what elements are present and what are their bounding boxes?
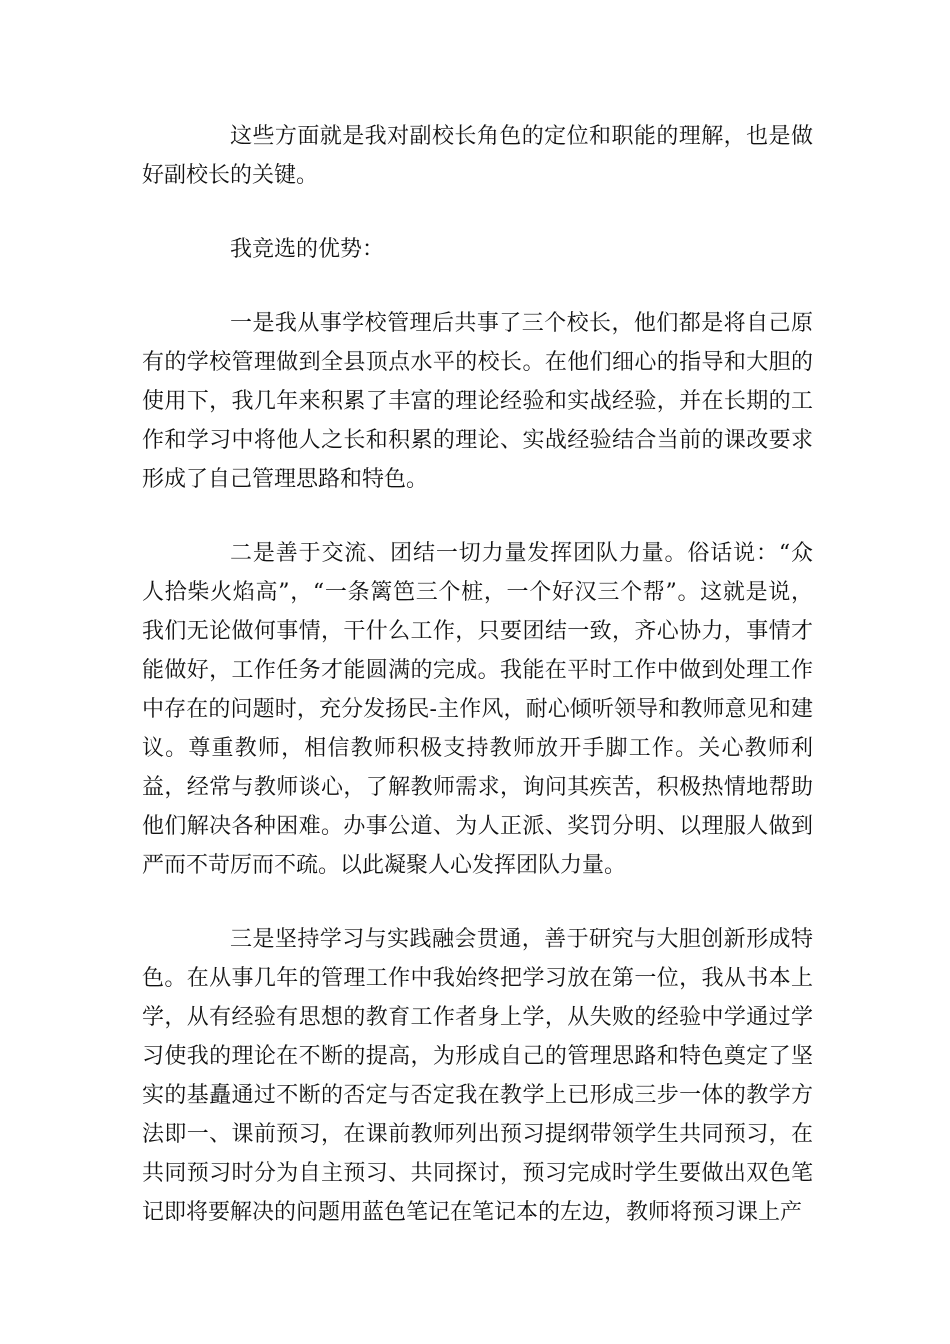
- paragraph-advantage-three: 三是坚持学习与实践融会贯通，善于研究与大胆创新形成特色。在从事几年的管理工作中我始终把学习放在第一位，我从书本上学，从有经验有思想的教育工作者身上学，从失败的经验中学通过学习使我的理论在不断的提高，为形成自己的管理思路和特色奠定了坚实的基矗通过不断的否定与否定我在教学上已形成三步一体的教学方法即一、课前预习，在课前教师列出预习提纲带领学生共同预习，在共同预习时分为自主预习、共同探讨，预习完成时学生要做出双色笔记即将要解决的问题用蓝色笔记在笔记本的左边，教师将预习课上产: [142, 927, 813, 1225]
- paragraph-advantages-heading: 我竞选的优势：: [230, 237, 385, 262]
- document-page: [142, 117, 813, 1232]
- paragraph-advantage-two: 二是善于交流、团结一切力量发挥团队力量。俗话说：“众人拾柴火焰高”，“一条篱笆三个桩，一个好汉三个帮”。这就是说，我们无论做何事情，干什么工作，只要团结一致，齐心协力，事情才能做好，工作任务才能圆满的完成。我能在平时工作中做到处理工作中存在的问题时，充分发扬民-主作风，耐心倾听领导和教师意见和建议。尊重教师，相信教师积极支持教师放开手脚工作。关心教师利益，经常与教师谈心，了解教师需求，询问其疾苦，积极热情地帮助他们解决各种困难。办事公道、为人正派、奖罚分明、以理服人做到严而不苛厉而不疏。以此凝聚人心发挥团队力量。: [142, 541, 813, 878]
- paragraph-advantage-one: 一是我从事学校管理后共事了三个校长，他们都是将自己原有的学校管理做到全县顶点水平的校长。在他们细心的指导和大胆的使用下，我几年来积累了丰富的理论经验和实战经验，并在长期的工作和学习中将他人之长和积累的理论、实战经验结合当前的课改要求形成了自己管理思路和特色。: [142, 311, 813, 492]
- paragraph-role-understanding: 这些方面就是我对副校长角色的定位和职能的理解，也是做好副校长的关键。: [142, 124, 813, 188]
